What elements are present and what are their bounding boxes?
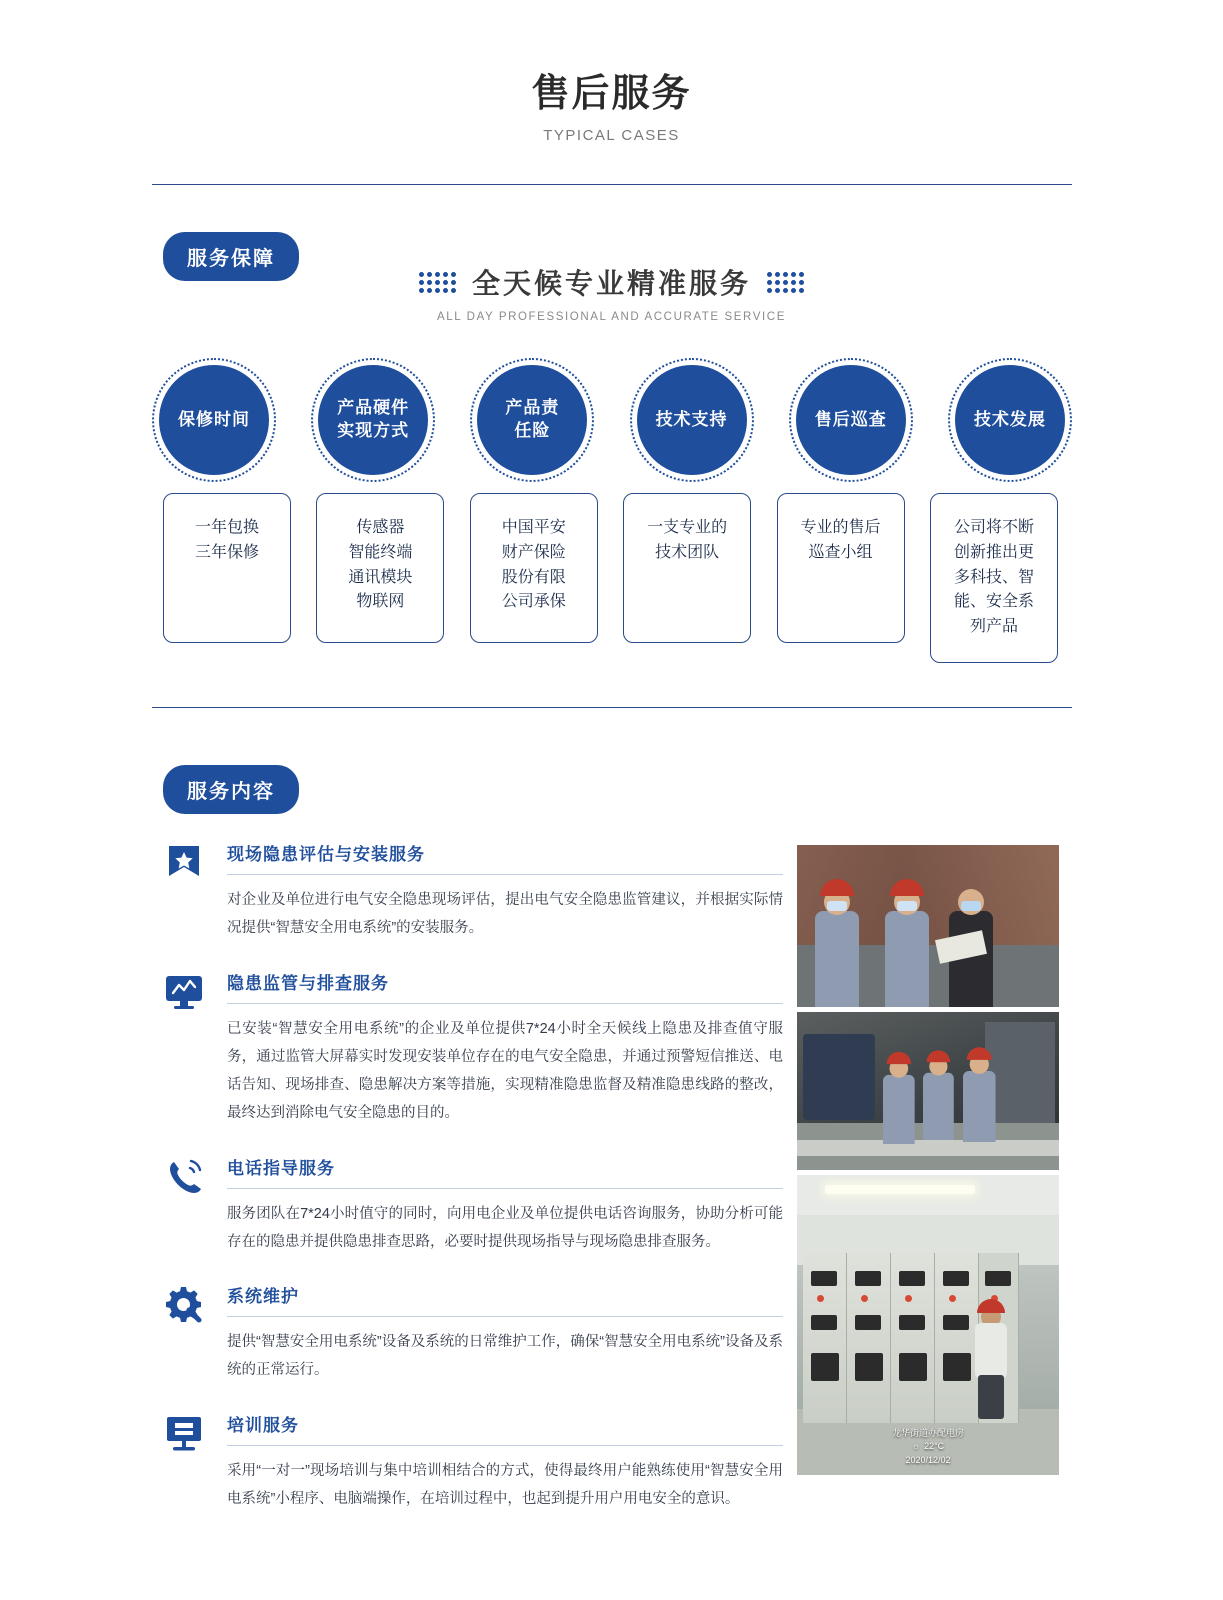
guarantee-circle-2 [470,358,594,482]
guarantee-circle-5 [948,358,1072,482]
photo-caption-date: 2020/12/02 [905,1454,951,1465]
star-badge-icon [163,840,209,943]
list-item [163,1154,783,1257]
section1-pill-label: 服务保障 [163,232,299,281]
weather-icon: ☼ [911,1441,921,1451]
guarantee-card-2: 中国平安 财产保险 股份有限 公司承保 [470,493,598,643]
guarantee-circle-1 [311,358,435,482]
guarantee-circle-label-5: 技术发展 [955,365,1065,475]
guarantee-circle-label-0: 保修时间 [159,365,269,475]
phone-call-icon [163,1154,209,1257]
photo-caption-location: 龙华街道办配电房 [891,1427,964,1438]
guarantee-circle-label-1: 产品硬件 实现方式 [318,365,428,475]
banner-title: 全天候专业精准服务 [471,268,751,299]
header-divider [152,184,1072,185]
gear-wrench-icon [163,1282,209,1385]
monitor-chart-icon [163,969,209,1128]
banner-subtitle: ALL DAY PROFESSIONAL AND ACCURATE SERVICE [437,311,786,323]
list-item-title: 现场隐患评估与安装服务 [227,840,783,875]
list-item-title: 电话指导服务 [227,1154,783,1189]
list-item [163,840,783,943]
service-content-list [163,840,783,1539]
list-item-title: 培训服务 [227,1411,783,1446]
list-item [163,1411,783,1514]
section-service-content-heading [163,765,299,814]
site-inspection-photo [797,845,1059,1007]
list-item [163,969,783,1128]
dot-grid-right-icon [767,272,804,293]
list-item-title: 隐患监管与排查服务 [227,969,783,1004]
list-item-title: 系统维护 [227,1282,783,1317]
switchgear-room-photo [797,1175,1059,1475]
guarantee-circle-label-3: 技术支持 [637,365,747,475]
list-item-text: 已安装“智慧安全用电系统”的企业及单位提供7*24小时全天候线上隐患及排查值守服务，通过监管大屏幕实时发现安装单位存在的电气安全隐患，并通过预警短信推送、电话告知、现场排查、隐患解决方案等措施，实现精准隐患监督及精准隐患线路的整改，最终达到消除电气安全隐患的目的。 [227,1020,783,1122]
guarantee-card-1: 传感器 智能终端 通讯模块 物联网 [316,493,444,643]
guarantee-card-3: 一支专业的 技术团队 [623,493,751,643]
guarantee-card-4: 专业的售后 巡查小组 [777,493,905,643]
page-title: 售后服务 [531,73,692,115]
section-divider [152,707,1072,708]
page-header [0,0,1223,185]
technician-figure [971,1299,1011,1417]
service-guarantee-circles [152,358,1072,482]
photo-caption-temperature: 22°C [924,1441,945,1451]
guarantee-circle-3 [630,358,754,482]
equipment-maintenance-photo [797,1012,1059,1170]
page-subtitle: TYPICAL CASES [543,127,680,144]
dot-grid-left-icon [419,272,456,293]
photo-column [797,845,1059,1480]
photo-caption [797,1421,1059,1476]
banner-block [0,262,1223,323]
service-guarantee-cards [163,493,1058,663]
list-item-text: 对企业及单位进行电气安全隐患现场评估，提出电气安全隐患监管建议，并根据实际情况提供“智慧安全用电系统”的安装服务。 [227,892,783,937]
list-item-text: 服务团队在7*24小时值守的同时，向用电企业及单位提供电话咨询服务，协助分析可能存在的隐患并提供隐患排查思路，必要时提供现场指导与现场隐患排查服务。 [227,1205,783,1250]
guarantee-circle-0 [152,358,276,482]
presentation-board-icon [163,1411,209,1514]
list-item-text: 提供“智慧安全用电系统”设备及系统的日常维护工作，确保“智慧安全用电系统”设备及系统的正常运行。 [227,1334,783,1379]
guarantee-card-0: 一年包换 三年保修 [163,493,291,643]
section2-pill-label: 服务内容 [163,765,299,814]
guarantee-card-5: 公司将不断 创新推出更 多科技、智 能、安全系 列产品 [930,493,1058,663]
list-item [163,1282,783,1385]
guarantee-circle-4 [789,358,913,482]
guarantee-circle-label-2: 产品责 任险 [477,365,587,475]
list-item-text: 采用“一对一”现场培训与集中培训相结合的方式，使得最终用户能熟练使用“智慧安全用电系统”小程序、电脑端操作，在培训过程中，也起到提升用户用电安全的意识。 [227,1462,783,1507]
guarantee-circle-label-4: 售后巡查 [796,365,906,475]
